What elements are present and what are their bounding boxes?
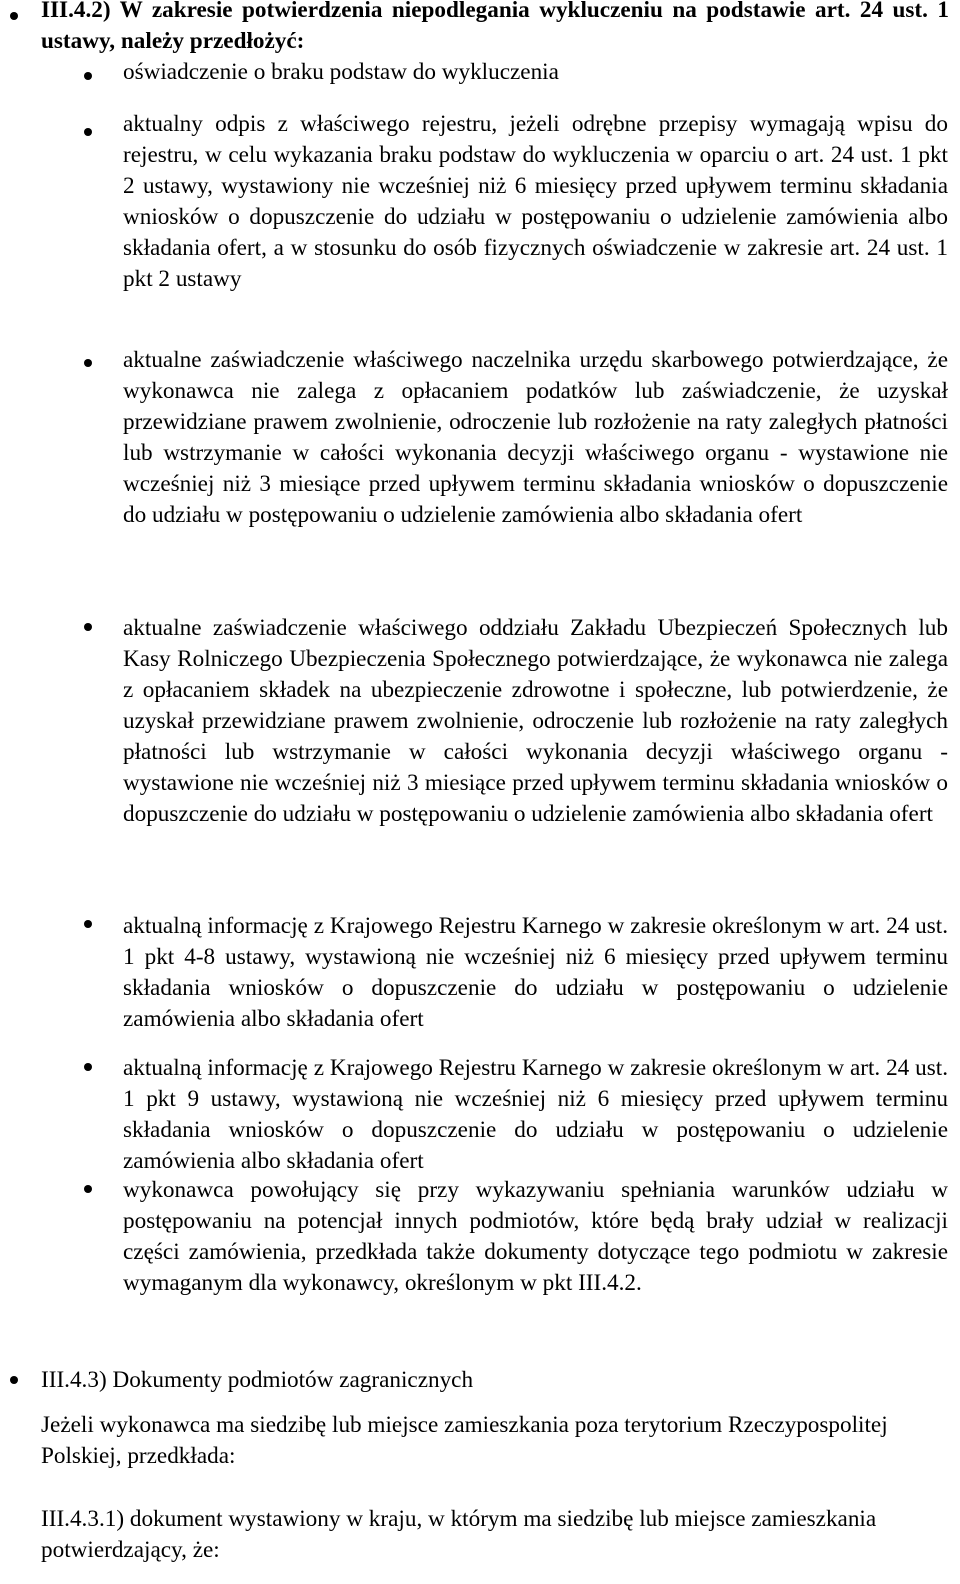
bullet-icon — [84, 920, 92, 928]
subsection-4-3-1: III.4.3.1) dokument wystawiony w kraju, w którym ma siedzibę lub miejsce zamieszkania potwierdzający, że: — [41, 1506, 877, 1563]
list-item: wykonawca powołujący się przy wykazywaniu spełniania warunków udziału w postępowaniu na potencjał innych podmiotów, które będą brały udział w realizacji części zamówienia, przedkłada także dokumenty dotyczące tego podmiotu w zakresie wymaganym dla wykonawcy, określonym w pkt III.4.2. — [123, 1177, 948, 1296]
bullet-icon — [84, 1185, 92, 1193]
list-item: oświadczenie o braku podstaw do wykluczenia — [123, 59, 559, 85]
list-item: aktualne zaświadczenie właściwego naczelnika urzędu skarbowego potwierdzające, że wykonawca nie zalega z opłacaniem podatków lub zaświadczenie, że uzyskał przewidziane prawem zwolnienie, odroczenie lub rozłożenie na raty zaległych płatności lub wstrzymanie w całości wykonania decyzji właściwego organu - wystawione nie wcześniej niż 3 miesiące przed upływem terminu składania wniosków o dopuszczenie do udziału w postępowaniu o udzielenie zamówienia albo składania ofert — [123, 347, 948, 528]
section-intro: Jeżeli wykonawca ma siedzibę lub miejsce zamieszkania poza terytorium Rzeczypospolitej Polskiej, przedkłada: — [41, 1412, 888, 1469]
bullet-icon — [84, 623, 92, 631]
list-item: aktualną informację z Krajowego Rejestru Karnego w zakresie określonym w art. 24 ust. 1 pkt 4-8 ustawy, wystawioną nie wcześniej niż 6 miesięcy przed upływem terminu składania wniosków o dopuszczenie do udziału w postępowaniu o udzielenie zamówienia albo składania ofert — [123, 913, 948, 1032]
bullet-icon — [10, 1376, 18, 1384]
list-item: aktualne zaświadczenie właściwego oddziału Zakładu Ubezpieczeń Społecznych lub Kasy Rolniczego Ubezpieczenia Społecznego potwierdzające, że wykonawca nie zalega z opłacaniem składek na ubezpieczenie zdrowotne i społeczne, lub potwierdzenie, że uzyskał przewidziane prawem zwolnienie, odroczenie lub rozłożenie na raty zaległych płatności lub wstrzymanie w całości wykonania decyzji właściwego organu - wystawione nie wcześniej niż 3 miesiące przed upływem terminu składania wniosków o dopuszczenie do udziału w postępowaniu o udzielenie zamówienia albo składania ofert — [123, 615, 948, 827]
section-heading-4-2: III.4.2) W zakresie potwierdzenia niepodlegania wykluczeniu na podstawie art. 24 ust. 1 ustawy, należy przedłożyć: — [41, 0, 949, 54]
section-heading-4-3: III.4.3) Dokumenty podmiotów zagranicznych — [41, 1367, 474, 1393]
bullet-icon — [84, 72, 92, 80]
bullet-icon — [10, 12, 18, 20]
list-item: aktualną informację z Krajowego Rejestru Karnego w zakresie określonym w art. 24 ust. 1 pkt 9 ustawy, wystawioną nie wcześniej niż 6 miesięcy przed upływem terminu składania wniosków o dopuszczenie do udziału w postępowaniu o udzielenie zamówienia albo składania ofert — [123, 1055, 948, 1174]
bullet-icon — [84, 1063, 92, 1071]
bullet-icon — [84, 359, 92, 367]
list-item: aktualny odpis z właściwego rejestru, jeżeli odrębne przepisy wymagają wpisu do rejestru, w celu wykazania braku podstaw do wykluczenia w oparciu o art. 24 ust. 1 pkt 2 ustawy, wystawiony nie wcześniej niż 6 miesięcy przed upływem terminu składania wniosków o dopuszczenie do udziału w postępowaniu o udzielenie zamówienia albo składania ofert, a w stosunku do osób fizycznych oświadczenie w zakresie art. 24 ust. 1 pkt 2 ustawy — [123, 111, 948, 292]
bullet-icon — [84, 128, 92, 136]
